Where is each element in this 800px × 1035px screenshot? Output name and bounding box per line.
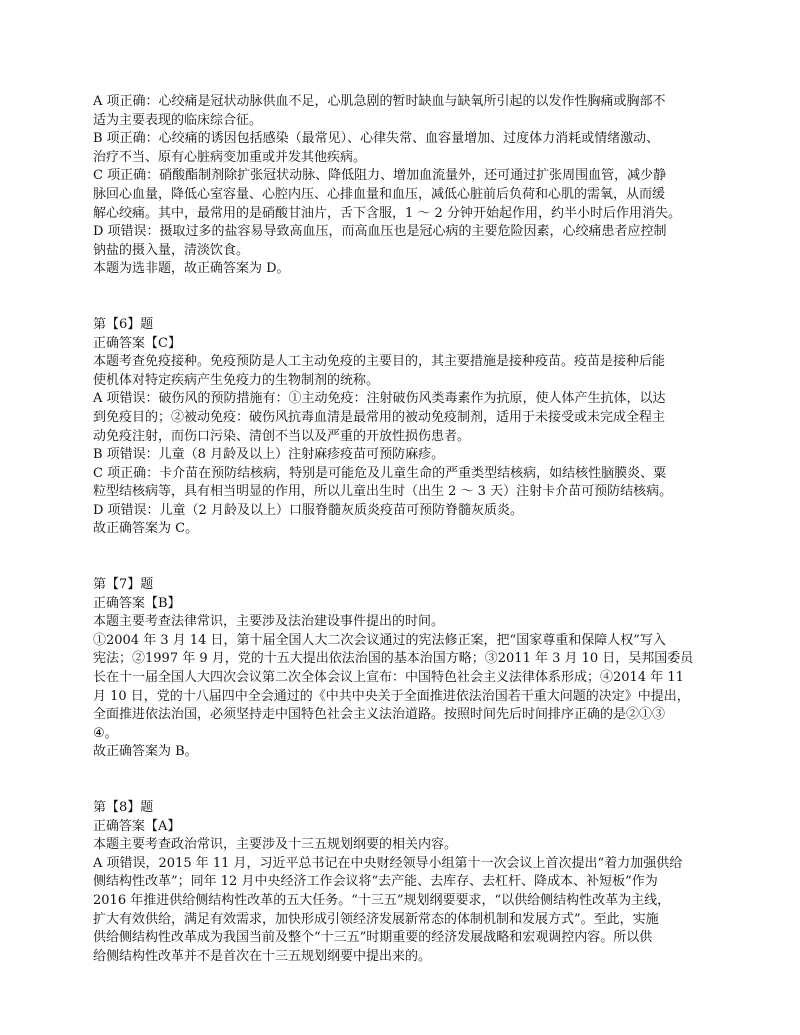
question-7-section [93,576,723,762]
conclusion-line: 故正确答案为 B。 [93,744,198,760]
text-line: 粒型结核病等，具有相当明显的作用，所以儿童出生时（出生 2 ～ 3 天）注射卡介苗可预防结核病。 [93,484,673,500]
text-line: B 项错误：儿童（8 月龄及以上）注射麻疹疫苗可预防麻疹。 [93,447,445,463]
text-line: 适为主要表现的临床综合征。 [93,112,263,128]
text-line: 脉回心血量，降低心室容量、心腔内压、心排血量和血压，减低心脏前后负荷和心肌的需氧，从而缓 [93,186,666,202]
text-line: D 项错误：儿童（2 月龄及以上）口服脊髓灰质炎疫苗可预防脊髓灰质炎。 [93,502,523,518]
document-page [93,93,723,966]
text-line: C 项正确：硝酸酯制剂除扩张冠状动脉、降低阻力、增加血流量外，还可通过扩张周围血管，减少静 [93,168,667,184]
text-line: 钠盐的摄入量，清淡饮食。 [93,242,250,258]
text-line: ④。 [93,725,118,741]
correct-answer: 正确答案【B】 [93,595,181,611]
text-line: 全面推进依法治国，必须坚持走中国特色社会主义法治道路。按照时间先后时间排序正确的是②①③ [93,707,666,723]
text-line: 解心绞痛。其中，最常用的是硝酸甘油片，舌下含服，1 ～ 2 分钟开始起作用，约半小时后作用消失。 [93,205,681,221]
text-line: A 项错误，2015 年 11 月，习近平总书记在中央财经领导小组第十一次会议上首次提出“着力加强供给 [93,855,683,871]
text-line: C 项正确：卡介苗在预防结核病，特别是可能危及儿童生命的严重类型结核病，如结核性脑膜炎、粟 [93,465,667,481]
section-gap [93,539,723,576]
answer-section-5-explanation [93,93,723,279]
text-line: 使机体对特定疾病产生免疫力的生物制剂的统称。 [93,372,380,388]
text-line: 本题主要考查法律常识，主要涉及法治建设事件提出的时间。 [93,614,445,630]
text-line: 给侧结构性改革并不是首次在十三五规划纲要中提出来的。 [93,948,432,964]
question-heading: 第【8】题 [93,800,154,815]
conclusion-line: 故正确答案为 C。 [93,521,199,537]
section-gap [93,762,723,799]
text-line: 扩大有效供给，满足有效需求，加快形成引领经济发展新常态的体制机制和发展方式”。至此，实施 [93,911,659,927]
question-8-section [93,799,723,966]
text-line: 到免疫目的；②被动免疫：破伤风抗毒血清是最常用的被动免疫制剂，适用于未接受或未完成全程主 [93,409,666,425]
text-line: 本题考查免疫接种。免疫预防是人工主动免疫的主要目的，其主要措施是接种疫苗。疫苗是接种后能 [93,354,666,370]
conclusion-line: 本题为选非题，故正确答案为 D。 [93,261,290,277]
text-line: A 项错误：破伤风的预防措施有：①主动免疫：注射破伤风类毒素作为抗原，使人体产生抗体，以达 [93,391,666,407]
question-heading: 第【7】题 [93,577,154,593]
text-line: 供给侧结构性改革成为我国当前及整个“十三五”时期重要的经济发展战略和宏观调控内容。所以供 [93,930,653,946]
question-6-section [93,316,723,539]
text-line: 2016 年推进供给侧结构性改革的五大任务。“十三五”规划纲要要求，“以供给侧结构性改革为主线， [93,892,671,908]
text-line: 本题主要考查政治常识，主要涉及十三五规划纲要的相关内容。 [93,837,458,853]
text-line: B 项正确：心绞痛的诱因包括感染（最常见）、心律失常、血容量增加、过度体力消耗或情绪激动、 [93,131,660,147]
question-heading: 第【6】题 [93,316,154,332]
text-line: 侧结构性改革”；同年 12 月中央经济工作会议将“去产能、去库存、去杠杆、降成本、补短板”作为 [93,874,658,890]
correct-answer: 正确答案【A】 [93,818,181,834]
text-line: 长在十一届全国人大四次会议第二次全体会议上宣布：中国特色社会主义法律体系形成；④2014 年 11 [93,670,684,686]
correct-answer: 正确答案【C】 [93,335,181,351]
text-line: D 项错误：摄取过多的盐容易导致高血压，而高血压也是冠心病的主要危险因素，心绞痛患者应控制 [93,224,667,240]
text-line: ①2004 年 3 月 14 日，第十届全国人大二次会议通过的宪法修正案，把“国家尊重和保障人权”写入 [93,632,666,648]
text-line: 治疗不当、原有心脏病变加重或并发其他疾病。 [93,149,367,165]
text-line: 动免疫注射，而伤口污染、清创不当以及严重的开放性损伤患者。 [93,428,471,444]
text-line: 宪法；②1997 年 9 月，党的十五大提出依法治国的基本治国方略；③2011 年 3 月 10 日，吴邦国委员 [93,651,694,667]
text-line: 月 10 日，党的十八届四中全会通过的《中共中央关于全面推进依法治国若干重大问题的决定》中提出， [93,688,690,704]
section-gap [93,279,723,316]
text-line: A 项正确：心绞痛是冠状动脉供血不足，心肌急剧的暂时缺血与缺氧所引起的以发作性胸痛或胸部不 [93,94,666,109]
